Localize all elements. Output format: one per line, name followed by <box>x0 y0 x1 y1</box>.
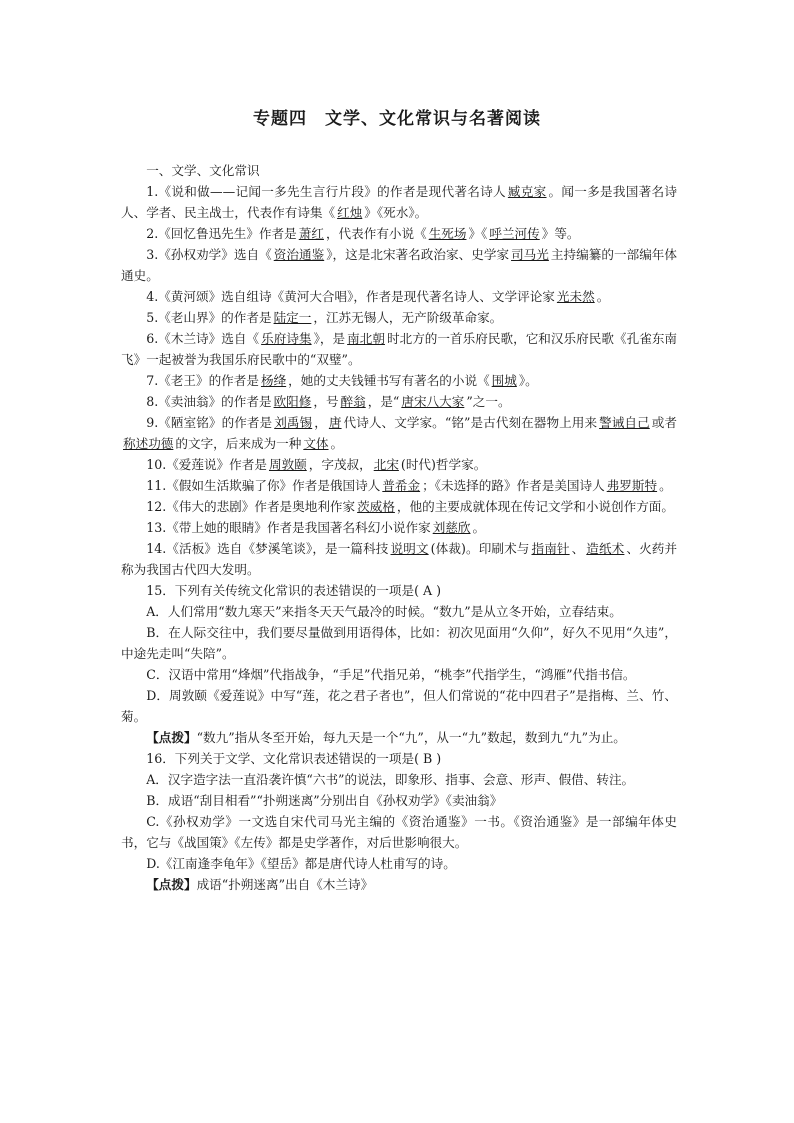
question-q16a <box>121 769 677 790</box>
answer-blank: 醉翁 <box>340 394 366 409</box>
question-text: 》，是 <box>313 331 346 346</box>
question-text: 6.《木兰诗》选自《 <box>146 331 260 346</box>
answer-blank: 围城 <box>491 373 517 388</box>
answer-blank: 乐府诗集 <box>261 331 312 346</box>
question-text: 、火药并称为我国古代四大发明。 <box>121 541 678 577</box>
question-text: “数九”指从冬至开始，每九天是一个“九”，从一“九”数起，数到九“九”为止。 <box>196 730 626 745</box>
answer-blank: 造纸术 <box>586 541 625 556</box>
question-text: 的文字，后来成为一种 <box>175 436 302 451</box>
answer-blank: 生死场 <box>428 226 467 241</box>
question-q8 <box>121 391 677 412</box>
answer-blank: 茨威格 <box>357 499 395 514</box>
question-q16c <box>121 811 677 853</box>
question-text: 、 <box>571 541 585 556</box>
answer-blank: 唐宋八大家 <box>401 394 465 409</box>
question-text: (体裁)。印刷术与 <box>430 541 530 556</box>
question-text: ；《未选择的路》作者是美国诗人 <box>422 478 605 493</box>
question-text: B．在人际交往中，我们要尽量做到用语得体，比如：初次见面用“久仰”，好久不见用“久违”，中途先走叫“失陪”。 <box>121 625 677 661</box>
answer-blank: 警诫自己 <box>599 415 650 430</box>
question-q16 <box>121 748 677 769</box>
question-text: ， <box>314 415 327 430</box>
question-text: 9.《陋室铭》的作者是 <box>146 415 273 430</box>
question-q6 <box>121 328 677 370</box>
question-text: ，代表作有小说《 <box>325 226 427 241</box>
question-q11 <box>121 475 677 496</box>
hint-label: 【点拨】 <box>146 730 197 745</box>
question-text: A．人们常用“数九寒天”来指冬天天气最冷的时候。“数九”是从立冬开始，立春结束。 <box>146 604 622 619</box>
question-text: 》《死水》。 <box>364 205 428 220</box>
question-text: 16．下列关于文学、文化常识表述错误的一项是( B ) <box>146 751 442 766</box>
question-text: 代诗人、文学家。“铭”是古代刻在器物上用来 <box>343 415 598 430</box>
question-text: 11.《假如生活欺骗了你》作者是俄国诗人 <box>146 478 381 493</box>
question-q15d <box>121 685 677 727</box>
question-q5 <box>121 307 677 328</box>
answer-blank: 刘慈欣 <box>432 520 471 535</box>
question-text: 》等。 <box>541 226 580 241</box>
question-text: ，是“ <box>367 394 400 409</box>
answer-blank: 红烛 <box>337 205 363 220</box>
question-text: ，号 <box>313 394 339 409</box>
question-q15 <box>121 580 677 601</box>
question-text: ，她的丈夫钱锺书写有著名的小说《 <box>288 373 490 388</box>
question-text: 》。 <box>518 373 538 388</box>
answer-blank: 陆定一 <box>273 310 312 325</box>
answer-blank: 南北朝 <box>347 331 385 346</box>
question-q4 <box>121 286 677 307</box>
answer-blank: 臧克家 <box>507 184 547 199</box>
question-q14 <box>121 538 677 580</box>
answer-blank: 杨绛 <box>260 373 287 388</box>
question-text: D．周敦颐《爱莲说》中写“莲，花之君子者也”，但人们常说的“花中四君子”是指梅、兰、竹、菊。 <box>121 688 677 724</box>
question-text: 13.《带上她的眼睛》作者是我国著名科幻小说作家 <box>146 520 431 535</box>
page-title: 专题四 文学、文化常识与名著阅读 <box>253 109 541 129</box>
question-text: 。 <box>659 478 672 493</box>
hint-label: 【点拨】 <box>146 877 197 892</box>
question-q16k <box>121 874 677 895</box>
question-text: 。闻一多是我国著名诗人、学者、民主战士，代表作有诗集《 <box>121 184 677 220</box>
question-text: ，江苏无锡人，无产阶级革命家。 <box>313 310 503 325</box>
question-list <box>121 181 677 895</box>
answer-blank: 文体 <box>303 436 329 451</box>
question-q12 <box>121 496 677 517</box>
answer-blank: 弗罗斯特 <box>606 478 658 493</box>
question-text: D.《江南逢李龟年》《望岳》都是唐代诗人杜甫写的诗。 <box>146 856 456 871</box>
question-text: ”之一。 <box>466 394 511 409</box>
question-q13 <box>121 517 677 538</box>
answer-blank: 北宋 <box>373 457 399 472</box>
question-text: 2.《回忆鲁迅先生》作者是 <box>146 226 297 241</box>
question-text: 7.《老王》的作者是 <box>146 373 259 388</box>
section-heading: 一、文学、文化常识 <box>146 163 260 178</box>
question-q16d <box>121 853 677 874</box>
question-text: 12.《伟大的悲剧》作者是奥地利作家 <box>146 499 356 514</box>
question-q7 <box>121 370 677 391</box>
question-text: 或者 <box>651 415 678 430</box>
question-text: 4.《黄河颂》选自组诗《黄河大合唱》，作者是现代著名诗人、文学评论家 <box>146 289 555 304</box>
question-q2 <box>121 223 677 244</box>
answer-blank: 司马光 <box>511 247 549 262</box>
question-text: 1.《说和做——记闻一多先生言行片段》的作者是现代著名诗人 <box>146 184 506 199</box>
question-text: 5.《老山界》的作者是 <box>146 310 272 325</box>
question-q3 <box>121 244 677 286</box>
question-text: ，字茂叔， <box>308 457 372 472</box>
question-text: 10.《爱莲说》作者是 <box>146 457 267 472</box>
question-q15c <box>121 664 677 685</box>
question-q10 <box>121 454 677 475</box>
answer-blank: 普希金 <box>382 478 421 493</box>
question-text: (时代)哲学家。 <box>400 457 487 472</box>
question-q15a <box>121 601 677 622</box>
question-text: ，他的主要成就体现在传记文学和小说创作方面。 <box>396 499 674 514</box>
answer-blank: 称述功德 <box>123 436 174 451</box>
question-text: 14.《活板》选自《梦溪笔谈》，是一篇科技 <box>146 541 389 556</box>
question-text: 。 <box>472 520 486 535</box>
answer-blank: 光未然 <box>556 289 595 304</box>
question-q15k <box>121 727 677 748</box>
question-text: B．成语“刮目相看”“扑朔迷离”分别出自《孙权劝学》《卖油翁》 <box>146 793 503 808</box>
question-text: 主持编纂的一部编年体通史。 <box>121 247 678 283</box>
question-q16b <box>121 790 677 811</box>
answer-blank: 唐 <box>328 415 342 430</box>
question-text: 时北方的一首乐府民歌，它和汉乐府民歌《孔雀东南飞》一起被誉为我国乐府民歌中的“双璧”。 <box>121 331 678 367</box>
question-text: 3.《孙权劝学》选自《 <box>146 247 272 262</box>
question-q15b <box>121 622 677 664</box>
answer-blank: 指南针 <box>531 541 570 556</box>
answer-blank: 欧阳修 <box>273 394 312 409</box>
document-body <box>121 160 677 895</box>
answer-blank: 说明文 <box>390 541 429 556</box>
question-text: 。 <box>330 436 344 451</box>
answer-blank: 周敦颐 <box>268 457 307 472</box>
answer-blank: 刘禹锡 <box>274 415 313 430</box>
question-text: 。 <box>596 289 610 304</box>
question-text: A．汉字造字法一直沿袭许慎“六书”的说法，即象形、指事、会意、形声、假借、转注。 <box>146 772 635 787</box>
question-text: 成语“扑朔迷离”出自《木兰诗》 <box>196 877 374 892</box>
question-text: 8.《卖油翁》的作者是 <box>146 394 272 409</box>
answer-blank: 呼兰河传 <box>489 226 540 241</box>
question-text: 》，这是北宋著名政治家、史学家 <box>326 247 510 262</box>
question-text: C．汉语中常用“烽烟”代指战争，“手足”代指兄弟，“桃李”代指学生，“鸿雁”代指书信。 <box>146 667 636 682</box>
answer-blank: 资治通鉴 <box>273 247 325 262</box>
question-q1 <box>121 181 677 223</box>
question-text: 》《 <box>468 226 488 241</box>
question-text: 15．下列有关传统文化常识的表述错误的一项是( A ) <box>146 583 442 598</box>
question-text: C.《孙权劝学》一文选自宋代司马光主编的《资治通鉴》一书。《资治通鉴》是一部编年体史书，它与《战国策》《左传》都是史学著作，对后世影响很大。 <box>121 814 677 850</box>
answer-blank: 萧红 <box>298 226 324 241</box>
question-q9 <box>121 412 677 454</box>
